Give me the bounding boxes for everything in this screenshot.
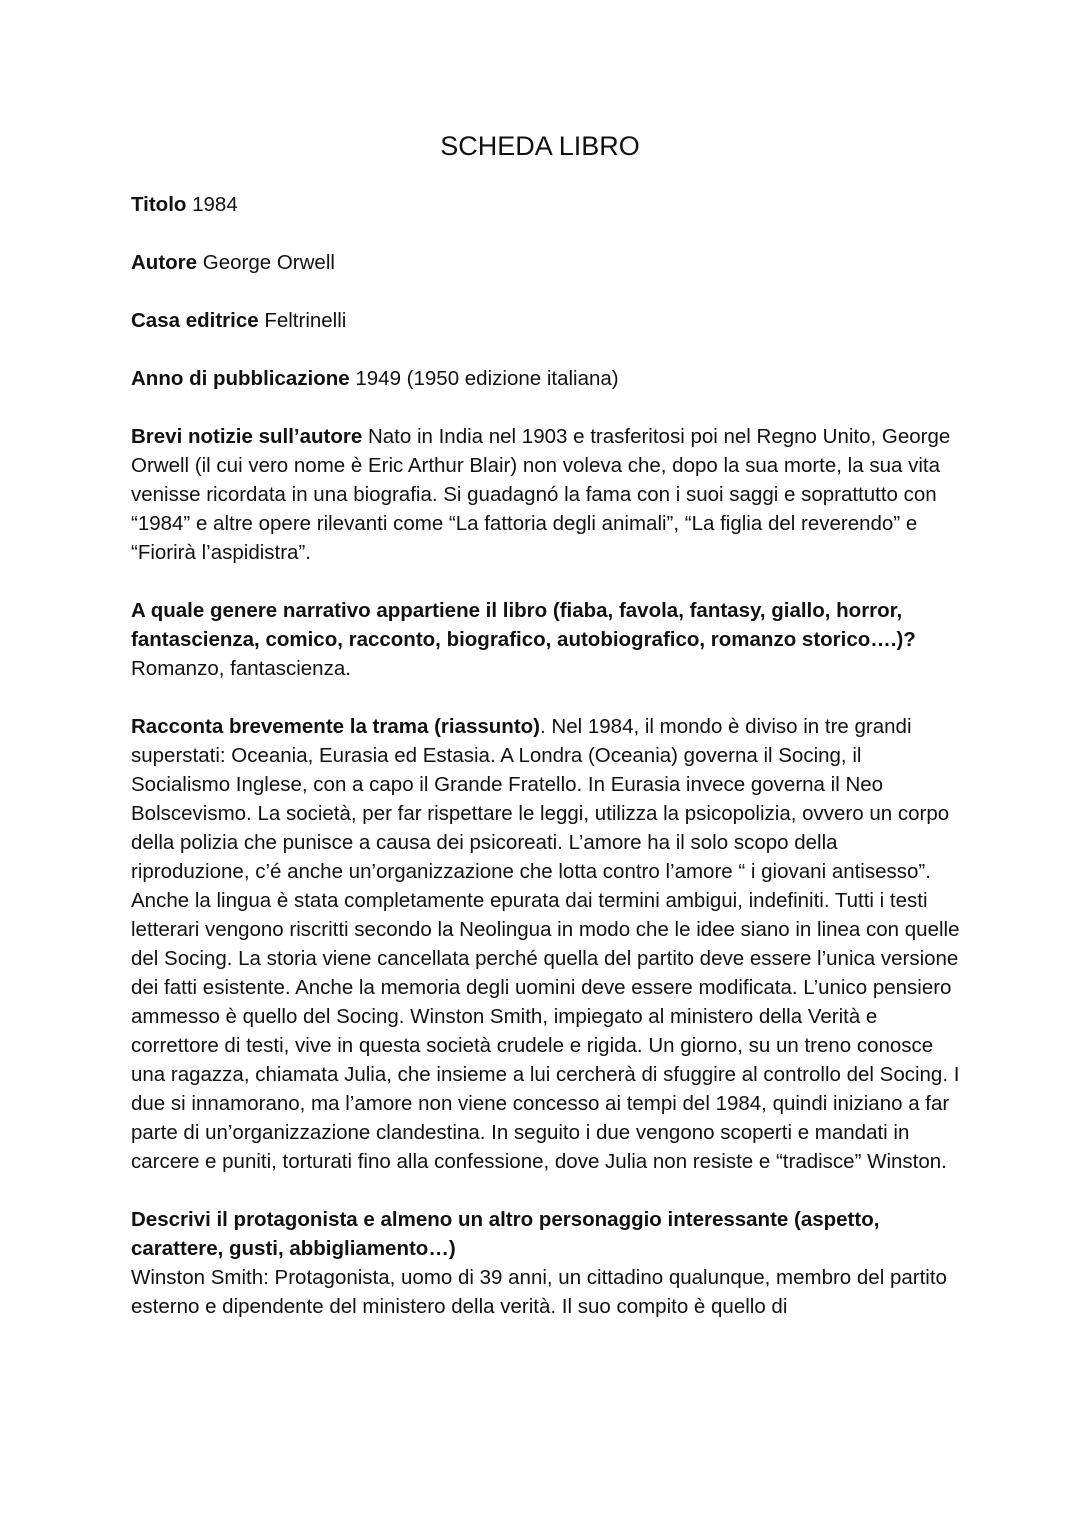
section-notizie-autore: [131, 422, 961, 567]
section-answer-genere: Romanzo, fantascienza.: [131, 657, 351, 680]
field-titolo: [131, 190, 961, 219]
section-answer-personaggi: Winston Smith: Protagonista, uomo di 39 anni, un cittadino qualunque, membro del partito esterno e dipendente del ministero della verità. Il suo compito è quello di: [131, 1266, 947, 1318]
field-value-autore: George Orwell: [202, 251, 335, 274]
field-value-anno: 1949 (1950 edizione italiana): [355, 367, 619, 390]
section-answer-notizie-autore: Nato in India nel 1903 e trasferitosi poi nel Regno Unito, George Orwell (il cui vero nome è Eric Arthur Blair) non voleva che, dopo la sua morte, la sua vita venisse ricordata in una biografia. Si guadagnó la fama con i suoi saggi e soprattutto con “1984” e altre opere rilevanti come “La fattoria degli animali”, “La figlia del reverendo” e “Fiorirà l’aspidistra”.: [131, 425, 951, 564]
field-label-casa-editrice: Casa editrice: [131, 309, 259, 332]
field-label-anno: Anno di pubblicazione: [131, 367, 350, 390]
field-autore: [131, 248, 961, 277]
section-trama: Racconta brevemente la trama (riassunto). Nel 1984, il mondo è diviso in tre grandi superstati: Oceania, Eurasia ed Estasia. A Londra (Oceania) governa il Socing, il Socialismo Inglese, con a capo il Grande Fratello. In Eurasia invece governa il Neo Bolscevismo. La società, per far rispettare le leggi, utilizza la psicopolizia, ovvero un corpo della polizia che punisce a causa dei psicoreati. L’amore ha il solo scopo della riproduzione, c’é anche un’organizzazione che lotta contro l’amore “ i giovani antisesso”. Anche la lingua è stata completamente epurata dai termini ambigui, indefiniti. Tutti i testi letterari vengono riscritti secondo la Neolingua in modo che le idee siano in linea con quelle del Socing. La storia viene cancellata perché quella del partito deve essere l’unica versione dei fatti esistente. Anche la memoria degli uomini deve essere modificata. L’unico pensiero ammesso è quello del Socing. Winston Smith, impiegato al ministero della Verità e correttore di testi, vive in questa società crudele e rigida. Un giorno, su un treno conosce una ragazza, chiamata Julia, che insieme a lui cercherà di sfuggire al controllo del Socing. I due si innamorano, ma l’amore non viene concesso ai tempi del 1984, quindi iniziano a far parte di un’organizzazione clandestina. In seguito i due vengono scoperti e mandati in carcere e puniti, torturati fino alla confessione, dove Julia non resiste e “tradisce” Winston.: [131, 715, 960, 1173]
section-question-personaggi: Descrivi il protagonista e almeno un altro personaggio interessante (aspetto, carattere, gusti, abbigliamento…): [131, 1208, 880, 1260]
section-question-genere: A quale genere narrativo appartiene il libro (fiaba, favola, fantasy, giallo, horror, fantascienza, comico, racconto, biografico, autobiografico, romanzo storico….)?: [131, 599, 916, 651]
section-genere: [131, 596, 961, 683]
section-answer-trama: Nel 1984, il mondo è diviso in tre grandi superstati: Oceania, Eurasia ed Estasia. A Londra (Oceania) governa il Socing, il Socialismo Inglese, con a capo il Grande Fratello. In Eurasia invece governa il Neo Bolscevismo. La società, per far rispettare le leggi, utilizza la psicopolizia, ovvero un corpo della polizia che punisce a causa dei psicoreati. L’amore ha il solo scopo della riproduzione, c’é anche un’organizzazione che lotta contro l’amore “ i giovani antisesso”. Anche la lingua è stata completamente epurata dai termini ambigui, indefiniti. Tutti i testi letterari vengono riscritti secondo la Neolingua in modo che le idee siano in linea con quelle del Socing. La storia viene cancellata perché quella del partito deve essere l’unica versione dei fatti esistente. Anche la memoria degli uomini deve essere modificata. L’unico pensiero ammesso è quello del Socing. Winston Smith, impiegato al ministero della Verità e correttore di testi, vive in questa società crudele e rigida. Un giorno, su un treno conosce una ragazza, chiamata Julia, che insieme a lui cercherà di sfuggire al controllo del Socing. I due si innamorano, ma l’amore non viene concesso ai tempi del 1984, quindi iniziano a far parte di un’organizzazione clandestina. In seguito i due vengono scoperti e mandati in carcere e puniti, torturati fino alla confessione, dove Julia non resiste e “tradisce” Winston.: [131, 715, 960, 1173]
field-label-autore: Autore: [131, 251, 198, 274]
section-question-notizie-autore: Brevi notizie sull’autore: [131, 425, 363, 448]
document-title: SCHEDA LIBRO: [440, 131, 640, 161]
field-value-casa-editrice: Feltrinelli: [264, 309, 347, 332]
field-label-titolo: Titolo: [131, 193, 187, 216]
field-value-titolo: 1984: [192, 193, 238, 216]
field-anno-pubblicazione: [131, 364, 961, 393]
section-question-trama: Racconta brevemente la trama (riassunto): [131, 715, 540, 738]
document-body: [131, 190, 961, 1321]
field-casa-editrice: [131, 306, 961, 335]
section-personaggi: [131, 1205, 961, 1321]
